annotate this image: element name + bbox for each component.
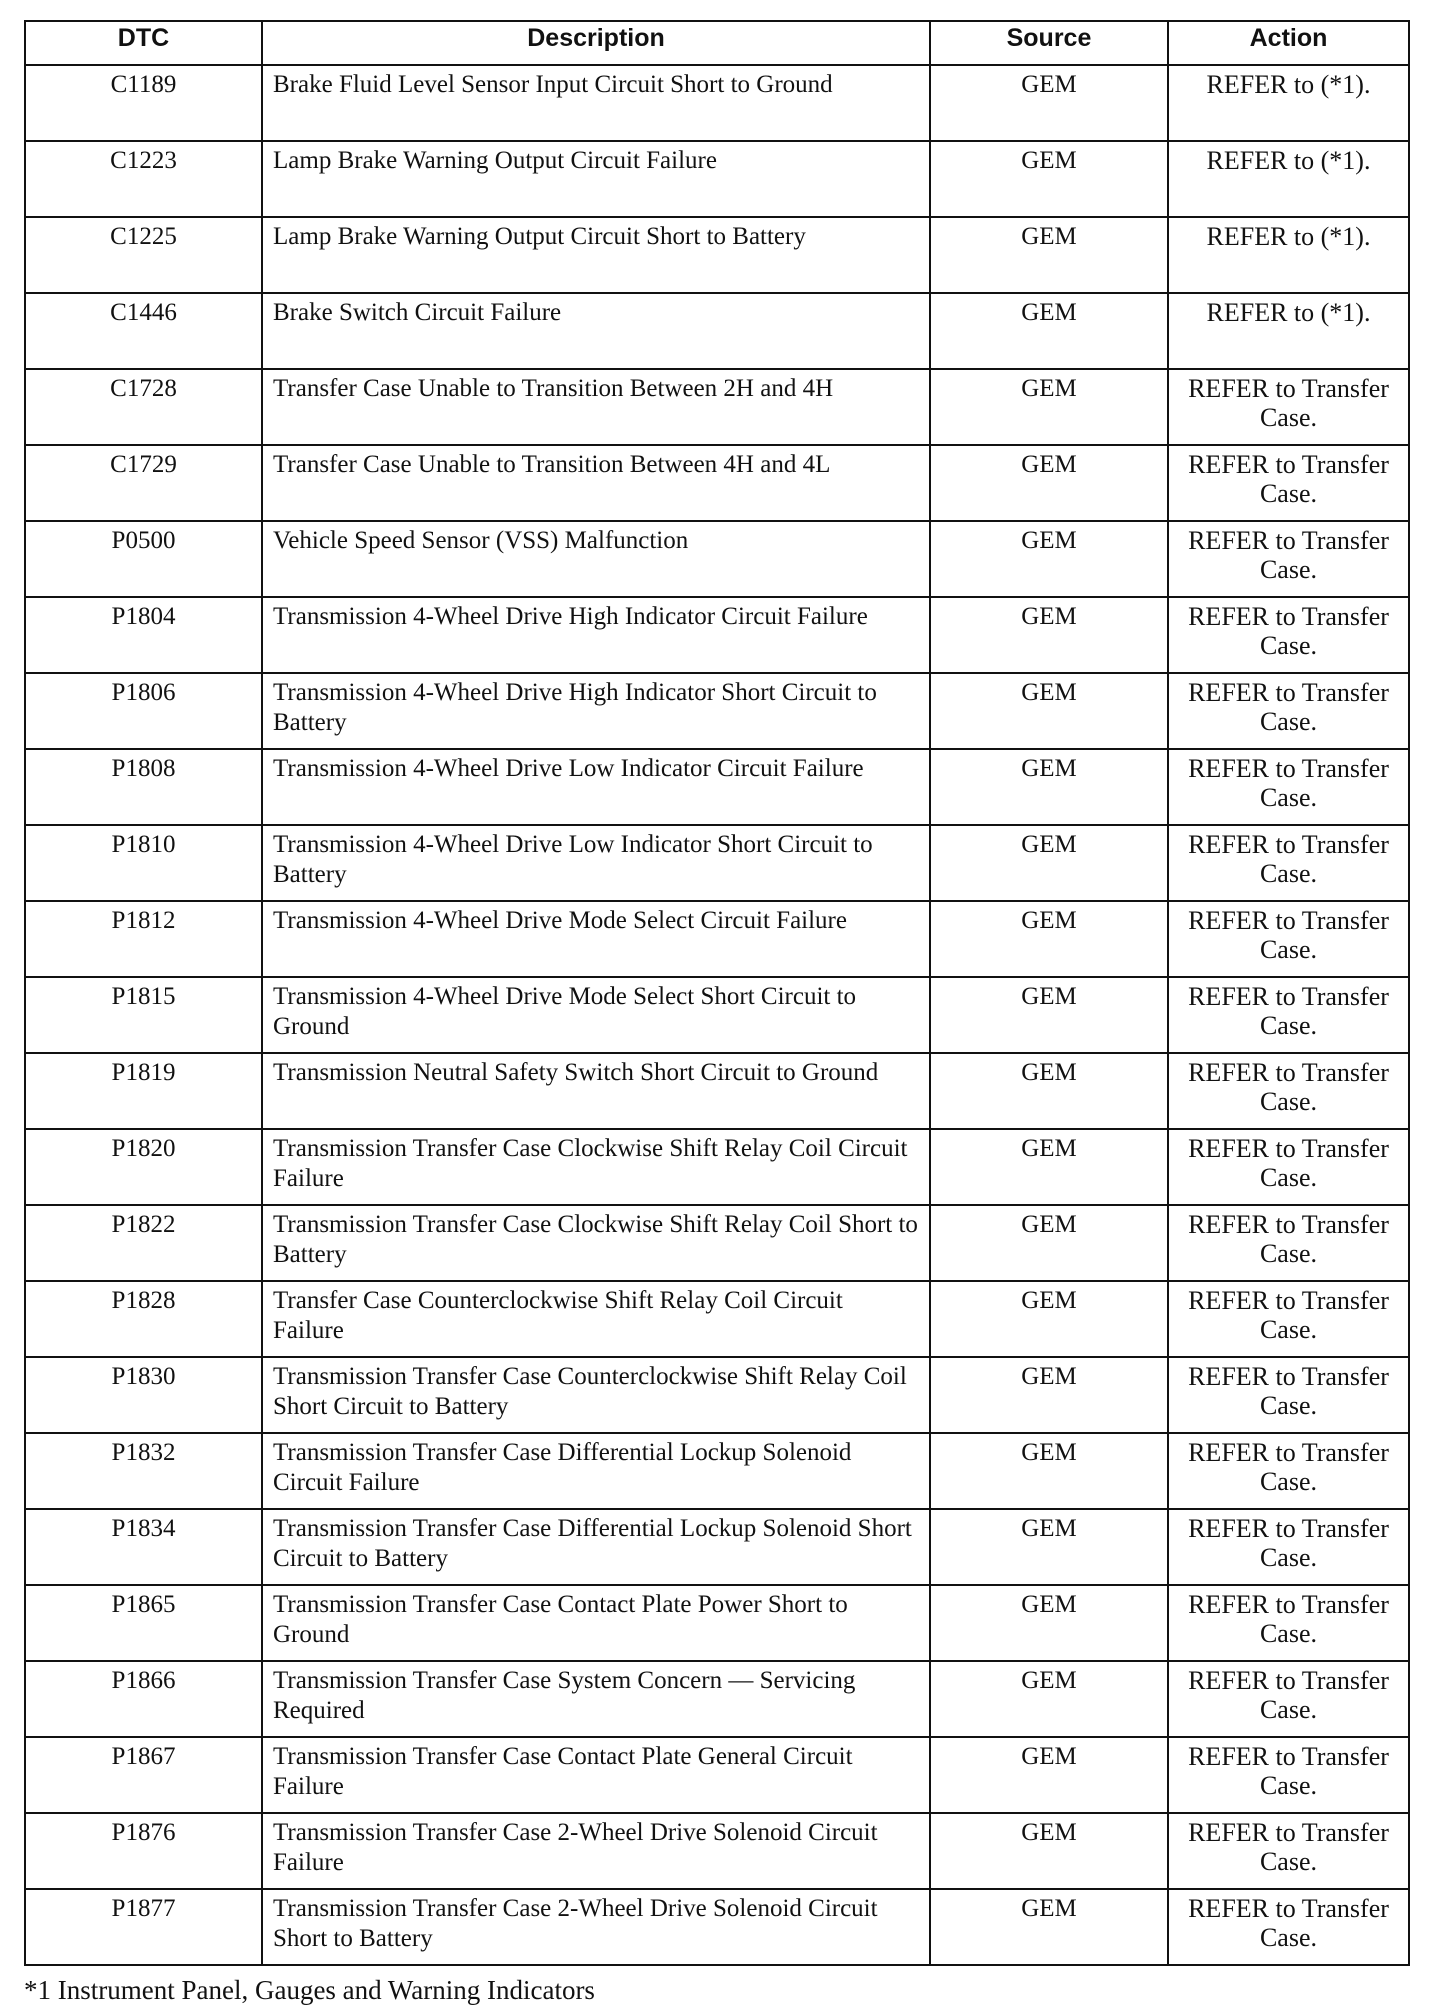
header-dtc: DTC	[25, 21, 262, 65]
table-row	[25, 521, 1409, 597]
table-row	[25, 1205, 1409, 1281]
header-row	[25, 21, 1409, 65]
table-row	[25, 673, 1409, 749]
table-row	[25, 1813, 1409, 1889]
source-cell: GEM	[930, 597, 1168, 673]
source-cell: GEM	[930, 1053, 1168, 1129]
source-cell: GEM	[930, 1737, 1168, 1813]
description-cell: Transmission Transfer Case Clockwise Shift Relay Coil Circuit Failure	[262, 1129, 930, 1205]
table-row	[25, 369, 1409, 445]
action-cell: REFER to Transfer Case.	[1168, 1509, 1409, 1585]
action-cell: REFER to Transfer Case.	[1168, 749, 1409, 825]
description-cell: Brake Fluid Level Sensor Input Circuit Short to Ground	[262, 65, 930, 141]
description-cell: Transmission Transfer Case Contact Plate Power Short to Ground	[262, 1585, 930, 1661]
action-cell: REFER to (*1).	[1168, 141, 1409, 217]
source-cell: GEM	[930, 369, 1168, 445]
source-cell: GEM	[930, 445, 1168, 521]
table-row	[25, 1053, 1409, 1129]
action-cell: REFER to (*1).	[1168, 65, 1409, 141]
description-cell: Transmission Transfer Case Clockwise Shift Relay Coil Short to Battery	[262, 1205, 930, 1281]
dtc-cell: P1822	[25, 1205, 262, 1281]
dtc-cell: C1728	[25, 369, 262, 445]
source-cell: GEM	[930, 1281, 1168, 1357]
table-row	[25, 1357, 1409, 1433]
source-cell: GEM	[930, 1129, 1168, 1205]
description-cell: Transmission 4-Wheel Drive Low Indicator Circuit Failure	[262, 749, 930, 825]
action-cell: REFER to (*1).	[1168, 217, 1409, 293]
description-cell: Transfer Case Counterclockwise Shift Relay Coil Circuit Failure	[262, 1281, 930, 1357]
dtc-cell: C1729	[25, 445, 262, 521]
description-cell: Transmission Transfer Case Counterclockwise Shift Relay Coil Short Circuit to Battery	[262, 1357, 930, 1433]
description-cell: Transmission 4-Wheel Drive High Indicator Short Circuit to Battery	[262, 673, 930, 749]
table-row	[25, 1737, 1409, 1813]
source-cell: GEM	[930, 977, 1168, 1053]
action-cell: REFER to Transfer Case.	[1168, 369, 1409, 445]
description-cell: Transmission Transfer Case 2-Wheel Drive Solenoid Circuit Failure	[262, 1813, 930, 1889]
action-cell: REFER to Transfer Case.	[1168, 1129, 1409, 1205]
action-cell: REFER to Transfer Case.	[1168, 1281, 1409, 1357]
description-cell: Transmission Transfer Case 2-Wheel Drive Solenoid Circuit Short to Battery	[262, 1889, 930, 1965]
action-cell: REFER to Transfer Case.	[1168, 673, 1409, 749]
dtc-cell: P1877	[25, 1889, 262, 1965]
source-cell: GEM	[930, 65, 1168, 141]
action-cell: REFER to Transfer Case.	[1168, 597, 1409, 673]
dtc-cell: P1812	[25, 901, 262, 977]
table-row	[25, 1585, 1409, 1661]
header-action: Action	[1168, 21, 1409, 65]
source-cell: GEM	[930, 1357, 1168, 1433]
table-row	[25, 445, 1409, 521]
action-cell: REFER to Transfer Case.	[1168, 521, 1409, 597]
source-cell: GEM	[930, 825, 1168, 901]
action-cell: REFER to Transfer Case.	[1168, 977, 1409, 1053]
dtc-cell: C1446	[25, 293, 262, 369]
dtc-cell: P1865	[25, 1585, 262, 1661]
source-cell: GEM	[930, 1661, 1168, 1737]
source-cell: GEM	[930, 1433, 1168, 1509]
action-cell: REFER to Transfer Case.	[1168, 825, 1409, 901]
dtc-cell: P1828	[25, 1281, 262, 1357]
description-cell: Transmission Transfer Case Contact Plate General Circuit Failure	[262, 1737, 930, 1813]
description-cell: Transmission 4-Wheel Drive Mode Select Short Circuit to Ground	[262, 977, 930, 1053]
table-row	[25, 901, 1409, 977]
dtc-cell: P1820	[25, 1129, 262, 1205]
source-cell: GEM	[930, 1585, 1168, 1661]
dtc-cell: P1834	[25, 1509, 262, 1585]
table-row	[25, 1129, 1409, 1205]
description-cell: Transmission 4-Wheel Drive High Indicator Circuit Failure	[262, 597, 930, 673]
description-cell: Lamp Brake Warning Output Circuit Failure	[262, 141, 930, 217]
dtc-cell: C1223	[25, 141, 262, 217]
source-cell: GEM	[930, 749, 1168, 825]
dtc-cell: P1866	[25, 1661, 262, 1737]
description-cell: Transmission Transfer Case System Concern — Servicing Required	[262, 1661, 930, 1737]
source-cell: GEM	[930, 141, 1168, 217]
dtc-cell: P1810	[25, 825, 262, 901]
table-row	[25, 217, 1409, 293]
action-cell: REFER to Transfer Case.	[1168, 1357, 1409, 1433]
action-cell: REFER to Transfer Case.	[1168, 1737, 1409, 1813]
action-cell: REFER to Transfer Case.	[1168, 1661, 1409, 1737]
footnote: *1 Instrument Panel, Gauges and Warning Indicators	[24, 1975, 595, 2005]
description-cell: Transmission Transfer Case Differential Lockup Solenoid Circuit Failure	[262, 1433, 930, 1509]
description-cell: Transfer Case Unable to Transition Between 4H and 4L	[262, 445, 930, 521]
description-cell: Transmission Neutral Safety Switch Short Circuit to Ground	[262, 1053, 930, 1129]
table-row	[25, 825, 1409, 901]
description-cell: Transmission 4-Wheel Drive Low Indicator Short Circuit to Battery	[262, 825, 930, 901]
dtc-cell: P1832	[25, 1433, 262, 1509]
source-cell: GEM	[930, 673, 1168, 749]
table-row	[25, 749, 1409, 825]
action-cell: REFER to (*1).	[1168, 293, 1409, 369]
table-row	[25, 293, 1409, 369]
table-row	[25, 1661, 1409, 1737]
table-row	[25, 977, 1409, 1053]
dtc-cell: P1819	[25, 1053, 262, 1129]
description-cell: Transmission Transfer Case Differential Lockup Solenoid Short Circuit to Battery	[262, 1509, 930, 1585]
dtc-table	[24, 20, 1410, 1966]
dtc-cell: P1808	[25, 749, 262, 825]
action-cell: REFER to Transfer Case.	[1168, 1205, 1409, 1281]
action-cell: REFER to Transfer Case.	[1168, 1813, 1409, 1889]
source-cell: GEM	[930, 217, 1168, 293]
table-row	[25, 65, 1409, 141]
action-cell: REFER to Transfer Case.	[1168, 1889, 1409, 1965]
source-cell: GEM	[930, 1509, 1168, 1585]
dtc-cell: P1876	[25, 1813, 262, 1889]
source-cell: GEM	[930, 901, 1168, 977]
dtc-cell: P0500	[25, 521, 262, 597]
description-cell: Brake Switch Circuit Failure	[262, 293, 930, 369]
source-cell: GEM	[930, 293, 1168, 369]
table-row	[25, 1889, 1409, 1965]
header-source: Source	[930, 21, 1168, 65]
dtc-cell: P1830	[25, 1357, 262, 1433]
action-cell: REFER to Transfer Case.	[1168, 1053, 1409, 1129]
action-cell: REFER to Transfer Case.	[1168, 1585, 1409, 1661]
table-row	[25, 597, 1409, 673]
action-cell: REFER to Transfer Case.	[1168, 901, 1409, 977]
dtc-cell: P1815	[25, 977, 262, 1053]
dtc-cell: P1804	[25, 597, 262, 673]
action-cell: REFER to Transfer Case.	[1168, 445, 1409, 521]
table-row	[25, 1281, 1409, 1357]
table-row	[25, 141, 1409, 217]
source-cell: GEM	[930, 1205, 1168, 1281]
dtc-cell: C1225	[25, 217, 262, 293]
table-row	[25, 1433, 1409, 1509]
dtc-cell: C1189	[25, 65, 262, 141]
header-description: Description	[262, 21, 930, 65]
source-cell: GEM	[930, 1889, 1168, 1965]
description-cell: Transmission 4-Wheel Drive Mode Select Circuit Failure	[262, 901, 930, 977]
source-cell: GEM	[930, 1813, 1168, 1889]
source-cell: GEM	[930, 521, 1168, 597]
description-cell: Lamp Brake Warning Output Circuit Short to Battery	[262, 217, 930, 293]
dtc-cell: P1806	[25, 673, 262, 749]
action-cell: REFER to Transfer Case.	[1168, 1433, 1409, 1509]
description-cell: Transfer Case Unable to Transition Between 2H and 4H	[262, 369, 930, 445]
dtc-cell: P1867	[25, 1737, 262, 1813]
description-cell: Vehicle Speed Sensor (VSS) Malfunction	[262, 521, 930, 597]
table-row	[25, 1509, 1409, 1585]
